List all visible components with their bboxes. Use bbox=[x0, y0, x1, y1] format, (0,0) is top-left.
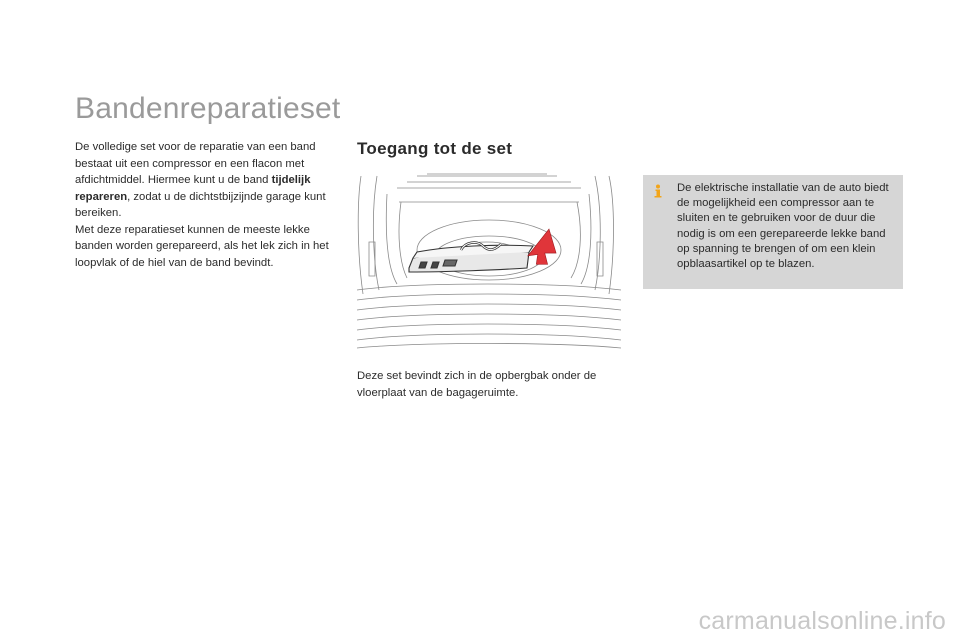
intro-paragraph-1 bbox=[75, 139, 343, 222]
intro-text-part2: , zodat u de dichtstbijzijnde garage kunt bereiken. bbox=[75, 190, 326, 219]
info-text: De elektrische installatie van de auto biedt de mogelijkheid een compressor aan te sluiten en te gebruiken voor de duur die nodig is om een gerepareerde lekke band op spanning te brengen of om een klein opblaasartikel op te blazen. bbox=[677, 182, 889, 271]
intro-text-part1: De volledige set voor de reparatie van een band bestaat uit een compressor en een flacon met afdichtmiddel. Hiermee kunt u de band bbox=[75, 141, 316, 186]
watermark-text: carmanualsonline.info bbox=[698, 607, 946, 635]
illustration-caption: Deze set bevindt zich in de opbergbak onder de vloerplaat van de bagageruimte. bbox=[357, 370, 597, 399]
intro-text bbox=[75, 139, 343, 271]
page-title: Bandenreparatieset bbox=[75, 92, 341, 125]
intro-bold-phrase: tijdelijk repareren bbox=[75, 174, 311, 203]
intro-paragraph-2: Met deze reparatieset kunnen de meeste lekke banden worden gerepareerd, als het lek zich in het loopvlak of de hiel van de band bevindt. bbox=[75, 223, 329, 269]
trunk-illustration bbox=[357, 172, 621, 356]
info-icon bbox=[651, 184, 665, 198]
section-heading: Toegang tot de set bbox=[357, 139, 513, 158]
info-box bbox=[643, 175, 903, 289]
